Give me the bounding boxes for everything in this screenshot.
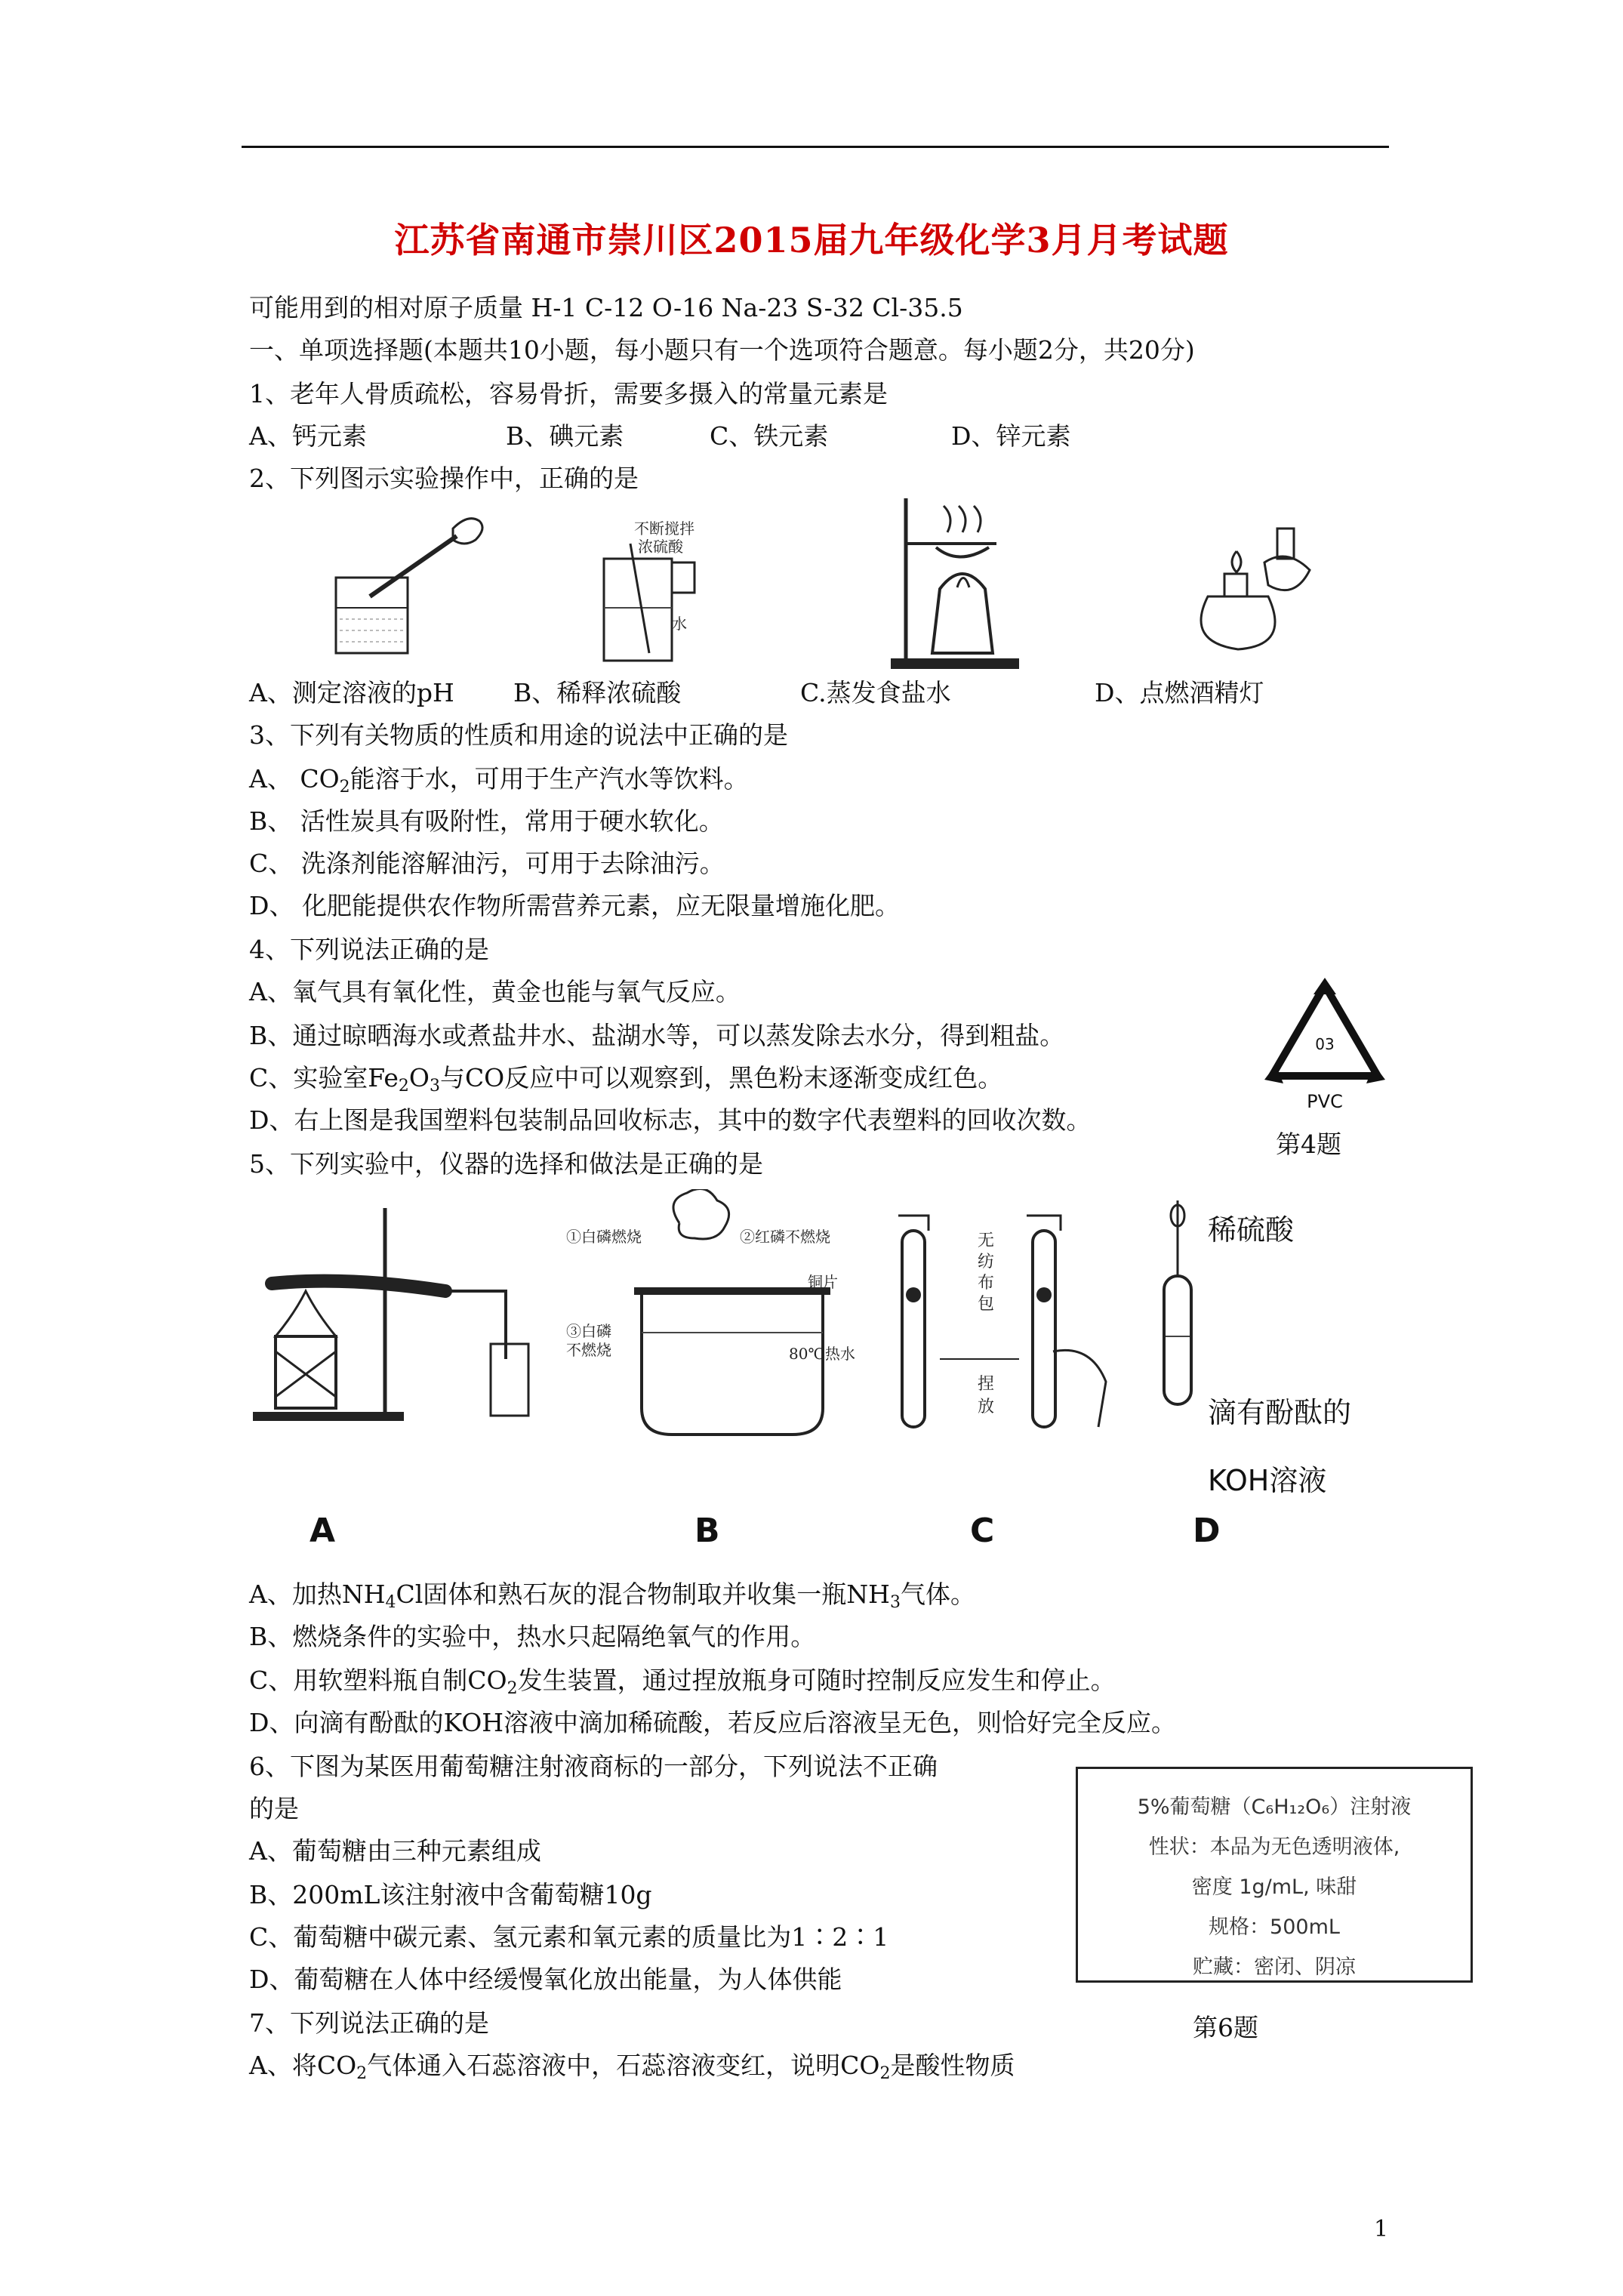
q6-option-c: C、葡萄糖中碳元素、氢元素和氧元素的质量比为1∶2∶1 bbox=[249, 1922, 889, 1952]
q4-figure-caption: 第4题 bbox=[1276, 1130, 1341, 1159]
q5-fig-c-label2: 纺 bbox=[978, 1253, 995, 1271]
glucose-label-line5: 贮藏：密闭、阴凉 bbox=[1193, 1955, 1356, 1979]
q5-fig-label-c: C bbox=[970, 1512, 995, 1550]
q3-option-b: B、 活性炭具有吸附性，常用于硬水软化。 bbox=[249, 806, 724, 836]
q2-fig-b-stir-label: 不断搅拌 bbox=[634, 519, 694, 538]
q5-option-c: C、用软塑料瓶自制$CO_2$发生装置，通过捏放瓶身可随时控制反应发生和停止。 bbox=[249, 1666, 1116, 1698]
q2-figure-b-dilute-acid bbox=[593, 517, 736, 668]
q5-fig-c-label5: 捏 bbox=[978, 1375, 995, 1394]
q3-option-c: C、 洗涤剂能溶解油污，可用于去除油污。 bbox=[249, 849, 725, 878]
q2-stem: 2、下列图示实验操作中，正确的是 bbox=[249, 464, 639, 493]
q1-options bbox=[249, 421, 1070, 451]
recycle-logo-number: 03 bbox=[1315, 1035, 1335, 1053]
q2-option-a: A、测定溶液的pH bbox=[249, 678, 454, 707]
q1-option-c: C、铁元素 bbox=[710, 421, 829, 451]
q5-figure-b-combustion bbox=[559, 1189, 861, 1446]
q2-figure-c-evaporation bbox=[883, 491, 1027, 672]
q7-option-a: A、将$CO_2$气体通入石蕊溶液中，石蕊溶液变红，说明$CO_2$是酸性物质 bbox=[249, 2051, 1015, 2083]
q5-fig-c-label3: 布 bbox=[978, 1274, 995, 1293]
q5-option-d: D、向滴有酚酞的KOH溶液中滴加稀硫酸，若反应后溶液呈无色，则恰好完全反应。 bbox=[249, 1708, 1177, 1737]
q6-option-b: B、200mL该注射液中含葡萄糖10g bbox=[249, 1880, 652, 1909]
q1-stem: 1、老年人骨质疏松，容易骨折，需要多摄入的常量元素是 bbox=[249, 379, 888, 408]
page-number: 1 bbox=[1374, 2216, 1389, 2242]
q2-fig-b-water-label: 水 bbox=[672, 615, 687, 633]
q5-fig-d-label3: KOH溶液 bbox=[1208, 1464, 1327, 1497]
q5-figure-c-bottle-generator bbox=[883, 1200, 1117, 1450]
q6-stem-line2: 的是 bbox=[249, 1794, 299, 1823]
q3-option-a: A、 $CO_2$能溶于水，可用于生产汽水等饮料。 bbox=[249, 764, 749, 797]
q4-option-a: A、氧气具有氧化性，黄金也能与氧气反应。 bbox=[249, 977, 741, 1006]
glucose-label-box bbox=[1076, 1767, 1473, 1983]
header-rule bbox=[242, 146, 1389, 148]
glucose-label-line1: 5%葡萄糖（C₆H₁₂O₆）注射液 bbox=[1137, 1795, 1412, 1819]
q2-option-d: D、点燃酒精灯 bbox=[1095, 678, 1264, 707]
q5-fig-c-label6: 放 bbox=[978, 1398, 995, 1416]
q5-fig-c-label4: 包 bbox=[978, 1295, 995, 1314]
q6-option-d: D、葡萄糖在人体中经缓慢氧化放出能量，为人体供能 bbox=[249, 1965, 842, 1994]
q5-fig-label-b: B bbox=[694, 1512, 720, 1550]
q5-fig-b-label2: ②红磷不燃烧 bbox=[740, 1228, 830, 1246]
glucose-label-line2: 性状：本品为无色透明液体, bbox=[1148, 1835, 1400, 1859]
q1-option-b: B、碘元素 bbox=[506, 421, 624, 451]
glucose-label-line4: 规格：500mL bbox=[1209, 1915, 1340, 1939]
q5-fig-b-label4: ③白磷 bbox=[566, 1322, 611, 1340]
q1-option-a: A、钙元素 bbox=[249, 421, 367, 451]
q4-option-c: C、实验室$Fe_2O_3$与CO反应中可以观察到，黑色粉末逐渐变成红色。 bbox=[249, 1063, 1003, 1096]
glucose-label-line3: 密度 1g/mL, 味甜 bbox=[1191, 1875, 1357, 1899]
q5-fig-b-label1: ①白磷燃烧 bbox=[566, 1228, 642, 1246]
q6-option-a: A、葡萄糖由三种元素组成 bbox=[249, 1836, 541, 1866]
q5-figure-a-heating-apparatus bbox=[242, 1200, 544, 1435]
atomic-masses: 可能用到的相对原子质量 H-1 C-12 O-16 Na-23 S-32 Cl-35.5 bbox=[249, 293, 963, 322]
q5-option-b: B、燃烧条件的实验中，热水只起隔绝氧气的作用。 bbox=[249, 1622, 816, 1651]
q6-stem-line1: 6、下图为某医用葡萄糖注射液商标的一部分，下列说法不正确 bbox=[249, 1752, 938, 1781]
q1-option-d: D、锌元素 bbox=[951, 421, 1071, 451]
q5-fig-b-label5: 不燃烧 bbox=[566, 1341, 611, 1359]
q5-fig-b-label6: 80℃热水 bbox=[789, 1345, 855, 1363]
recycle-logo-text: PVC bbox=[1307, 1091, 1343, 1112]
q5-stem: 5、下列实验中，仪器的选择和做法是正确的是 bbox=[249, 1149, 763, 1179]
q2-figure-d-light-lamp bbox=[1178, 521, 1321, 661]
q2-options bbox=[249, 678, 1264, 708]
q7-stem: 7、下列说法正确的是 bbox=[249, 2008, 489, 2038]
q5-fig-label-a: A bbox=[310, 1512, 336, 1550]
q5-option-a: A、加热$NH_4Cl$固体和熟石灰的混合物制取并收集一瓶$NH_3$气体。 bbox=[249, 1579, 975, 1612]
q5-fig-d-label1: 稀硫酸 bbox=[1208, 1213, 1295, 1247]
q2-fig-b-acid-label: 浓硫酸 bbox=[638, 538, 683, 556]
q3-option-d: D、 化肥能提供农作物所需营养元素，应无限量增施化肥。 bbox=[249, 891, 900, 920]
q3-stem: 3、下列有关物质的性质和用途的说法中正确的是 bbox=[249, 720, 788, 750]
q6-figure-caption: 第6题 bbox=[1193, 2013, 1258, 2042]
exam-title: 江苏省南通市崇川区2015届九年级化学3月月考试题 bbox=[394, 220, 1229, 260]
q2-figure-a-ph-test bbox=[325, 506, 521, 664]
q2-option-b: B、稀释浓硫酸 bbox=[513, 678, 682, 707]
recycle-logo-icon bbox=[1253, 970, 1397, 1114]
q2-option-c: C.蒸发食盐水 bbox=[800, 678, 951, 707]
q5-fig-b-label3: 铜片 bbox=[808, 1273, 838, 1291]
q5-fig-c-label1: 无 bbox=[978, 1231, 995, 1250]
q5-fig-d-label2: 滴有酚酞的 bbox=[1208, 1396, 1352, 1429]
q5-fig-label-d: D bbox=[1193, 1512, 1221, 1550]
q4-option-d: D、右上图是我国塑料包装制品回收标志，其中的数字代表塑料的回收次数。 bbox=[249, 1105, 1092, 1135]
q4-stem: 4、下列说法正确的是 bbox=[249, 935, 489, 964]
q4-option-b: B、通过晾晒海水或煮盐井水、盐湖水等，可以蒸发除去水分，得到粗盐。 bbox=[249, 1021, 1065, 1050]
q5-figure-d-test-tube bbox=[1155, 1193, 1200, 1419]
section-heading: 一、单项选择题(本题共10小题，每小题只有一个选项符合题意。每小题2分，共20分) bbox=[249, 335, 1195, 365]
